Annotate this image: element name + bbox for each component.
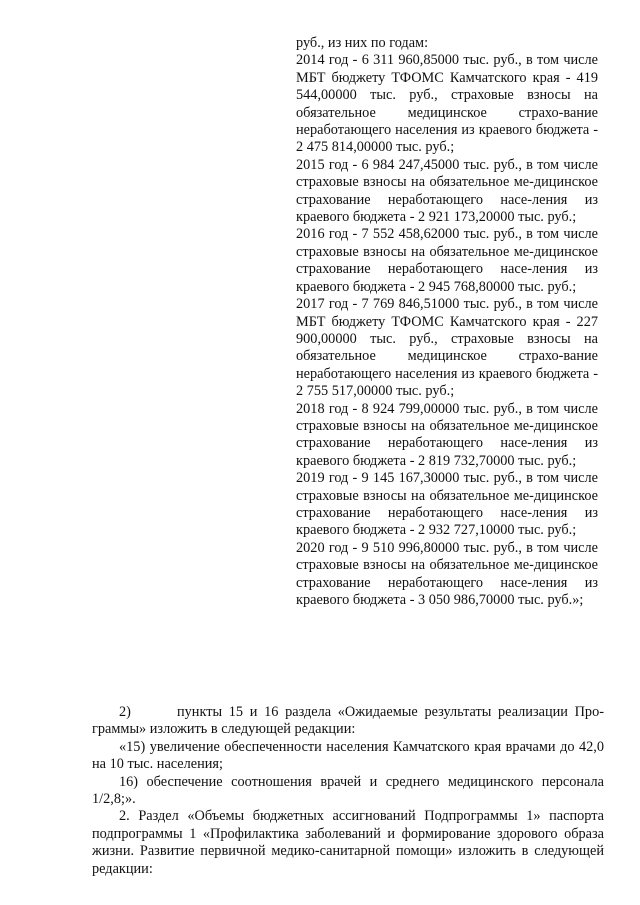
year-2018-entry: 2018 год - 8 924 799,00000 тыс. руб., в том числе страховые взносы на обязательное ме-дицинское страхование неработающего насе-ления из краевого бюджета - 2 819 732,70000 тыс. руб.;: [296, 400, 598, 469]
section-2-paragraph: 2. Раздел «Объемы бюджетных ассигнований Подпрограммы 1» паспорта подпрограммы 1 «Профилактика заболеваний и формирование здорового образа жизни. Развитие первичной медико-санитарной помощи» изложить в следующей редакции:: [92, 808, 604, 877]
year-2016-entry: 2016 год - 7 552 458,62000 тыс. руб., в том числе страховые взносы на обязательное ме-дицинское страхование неработающего насе-ления из краевого бюджета - 2 945 768,80000 тыс. руб.;: [296, 226, 598, 295]
year-2014-entry: 2014 год - 6 311 960,85000 тыс. руб., в том числе МБТ бюджету ТФОМС Камчатского края - 419 544,00000 тыс. руб., страховые взносы на обязательное медицинское страхо-вание неработающего населения из краевого бюджета - 2 475 814,00000 тыс. руб.;: [296, 52, 598, 156]
year-2019-entry: 2019 год - 9 145 167,30000 тыс. руб., в том числе страховые взносы на обязательное ме-дицинское страхование неработающего насе-ления из краевого бюджета - 2 932 727,10000 тыс. руб.;: [296, 470, 598, 539]
year-2020-entry: 2020 год - 9 510 996,80000 тыс. руб., в том числе страховые взносы на обязательное ме-дицинское страхование неработающего насе-ления из краевого бюджета - 3 050 986,70000 тыс. руб.»;: [296, 539, 598, 608]
point-15-paragraph: «15) увеличение обеспеченности населения Камчатского края врачами до 42,0 на 10 тыс. населения;: [92, 738, 604, 773]
year-2015-entry: 2015 год - 6 984 247,45000 тыс. руб., в том числе страховые взносы на обязательное ме-дицинское страхование неработающего насе-ления из краевого бюджета - 2 921 173,20000 тыс. руб.;: [296, 156, 598, 226]
year-2017-entry: 2017 год - 7 769 846,51000 тыс. руб., в том числе МБТ бюджету ТФОМС Камчатского края - 227 900,00000 тыс. руб., страховые взносы на обязательное медицинское страхо-вание неработающего населения из краевого бюджета - 2 755 517,00000 тыс. руб.;: [296, 296, 598, 400]
item-2-text: пункты 15 и 16 раздела «Ожидаемые результаты реализации Про-граммы» изложить в следующей редакции:: [92, 704, 604, 738]
point-16-paragraph: 16) обеспечение соотношения врачей и среднего медицинского персонала 1/2,8;».: [92, 773, 604, 808]
intro-text: руб., из них по годам:: [296, 35, 429, 51]
main-body-text: [92, 704, 604, 878]
budget-by-year-column: [296, 35, 598, 609]
item-2-number: 2): [119, 704, 131, 720]
item-2-paragraph: [92, 704, 604, 739]
